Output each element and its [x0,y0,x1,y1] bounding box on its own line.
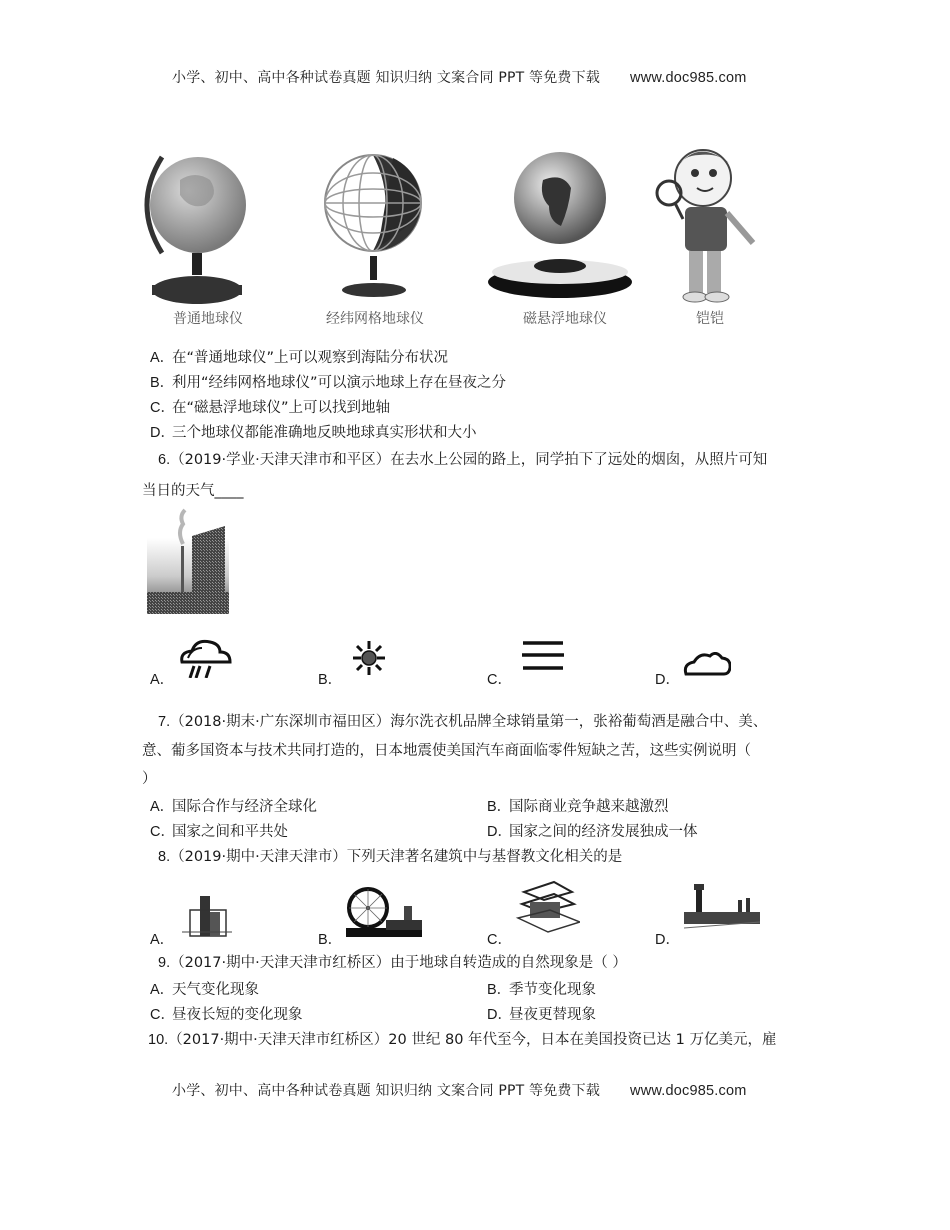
option-text: 国家之间和平共处 [172,824,288,840]
question-number: 7. [158,714,171,730]
footer-text: 小学、初中、高中各种试卷真题 知识归纳 文案合同 PPT 等免费下载 [172,1083,601,1099]
caption-regular-globe: 普通地球仪 [173,311,243,327]
ferris-wheel-image[interactable] [346,884,422,940]
bridge-skyline-image[interactable] [684,882,760,932]
option-letter: D． [150,425,175,441]
option-text: 国际合作与经济全球化 [172,799,317,815]
q6-stem-line2: 当日的天气____ [142,483,244,499]
question-source: （2018·期末·广东深圳市福田区） [170,714,391,730]
q10-stem [148,1030,776,1050]
q8-option-b-label[interactable]: B． [318,932,343,948]
globe-regular-image [140,145,250,305]
option-text: 昼夜更替现象 [509,1007,596,1023]
caption-boy: 铠铠 [696,311,724,327]
option-letter: C． [150,1007,175,1023]
option-text: 三个地球仪都能准确地反映地球真实形状和大小 [172,425,477,441]
option-letter: C． [150,824,175,840]
question-source: （2019·期中·天津天津市） [170,849,347,865]
question-number: 9. [158,955,171,971]
chimney-smog-photo [147,508,229,614]
q5-option-c[interactable] [150,398,390,418]
option-letter: A． [150,350,175,366]
cloud-icon[interactable] [683,652,731,678]
q5-option-a[interactable] [150,348,448,368]
church-building-image[interactable] [182,892,232,938]
question-text: 下列天津著名建筑中与基督教文化相关的是 [346,849,623,865]
option-text: 天气变化现象 [172,982,259,998]
q8-stem [158,847,622,867]
option-text: 昼夜长短的变化现象 [172,1007,303,1023]
question-source: （2017·期中·天津天津市红桥区） [168,1032,389,1048]
q9-option-a[interactable] [150,980,259,1000]
globe-grid-image [318,148,428,303]
option-letter: B． [487,799,512,815]
q8-option-a-label[interactable]: A． [150,932,175,948]
question-source: （2019·学业·天津天津市和平区） [170,452,391,468]
q5-option-d[interactable] [150,423,477,443]
q6-option-c-label[interactable]: C． [487,672,512,688]
q7-option-c[interactable] [150,822,288,842]
option-letter: C． [150,400,175,416]
option-letter: B． [150,375,175,391]
option-text: 在“磁悬浮地球仪”上可以找到地轴 [172,400,391,416]
q7-option-a[interactable] [150,797,317,817]
option-text: 季节变化现象 [509,982,596,998]
q7-stem [158,712,767,732]
rain-cloud-icon[interactable] [178,638,232,678]
sun-icon[interactable] [352,640,386,676]
q7-stem-line3: ） [142,771,157,787]
q7-option-b[interactable] [487,797,669,817]
option-text: 在“普通地球仪”上可以观察到海陆分布状况 [172,350,449,366]
q6-option-d-label[interactable]: D． [655,672,680,688]
chinese-pavilion-image[interactable] [514,878,580,934]
q6-option-b-label[interactable]: B． [318,672,343,688]
q9-stem [158,953,627,973]
question-number: 8. [158,849,171,865]
q7-option-d[interactable] [487,822,698,842]
q8-option-d-label[interactable]: D． [655,932,680,948]
caption-grid-globe: 经纬网格地球仪 [326,311,424,327]
header-url: www.doc985.com [630,70,747,86]
page-footer [172,1080,746,1100]
question-number: 10. [148,1032,169,1048]
q6-stem [158,450,767,470]
question-text: 在去水上公园的路上，同学拍下了远处的烟囱，从照片可知 [390,452,768,468]
footer-url: www.doc985.com [630,1083,747,1099]
option-text: 国家之间的经济发展独成一体 [509,824,698,840]
option-letter: A． [150,982,175,998]
option-letter: D． [487,1007,512,1023]
option-letter: A． [150,799,175,815]
q9-option-b[interactable] [487,980,596,1000]
option-text: 利用“经纬网格地球仪”可以演示地球上存在昼夜之分 [172,375,507,391]
fog-icon[interactable] [521,640,565,672]
question-text: 海尔洗衣机品牌全球销量第一，张裕葡萄酒是融合中、美、 [390,714,768,730]
q9-option-c[interactable] [150,1005,303,1025]
option-letter: B． [487,982,512,998]
q7-stem-line2: 意、葡多国资本与技术共同打造的，日本地震使美国汽车商面临零件短缺之苦，这些实例说明（ [142,743,751,759]
question-source: （2017·期中·天津天津市红桥区） [170,955,391,971]
option-letter: D． [487,824,512,840]
q9-option-d[interactable] [487,1005,596,1025]
q6-option-a-label[interactable]: A． [150,672,175,688]
page-header [172,67,746,87]
option-text: 国际商业竞争越来越激烈 [509,799,669,815]
question-text: 由于地球自转造成的自然现象是（ ） [390,955,627,971]
question-number: 6. [158,452,171,468]
globe-maglev-image [488,150,638,300]
header-text: 小学、初中、高中各种试卷真题 知识归纳 文案合同 PPT 等免费下载 [172,70,601,86]
q8-option-c-label[interactable]: C． [487,932,512,948]
boy-magnifier-image [655,143,760,303]
caption-maglev-globe: 磁悬浮地球仪 [523,311,607,327]
q5-option-b[interactable] [150,373,506,393]
question-text: 20 世纪 80 年代至今，日本在美国投资已达 1 万亿美元，雇 [388,1032,777,1048]
